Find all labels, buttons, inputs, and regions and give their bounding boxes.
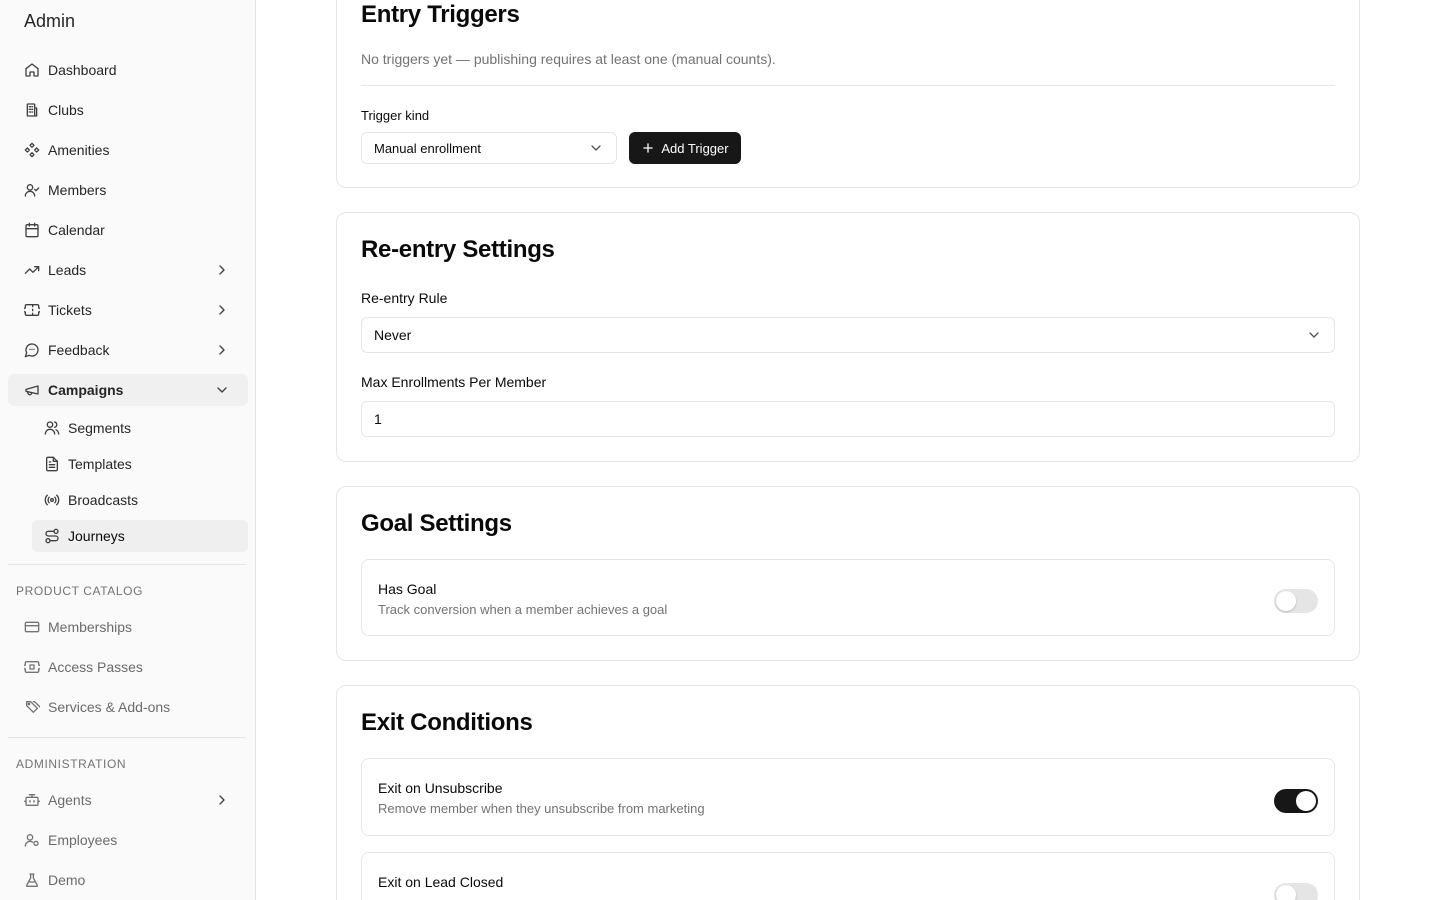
sidebar-item-label: Dashboard xyxy=(48,62,117,78)
calendar-icon xyxy=(24,222,40,238)
sidebar-item-calendar[interactable] xyxy=(8,214,248,246)
max-enrollments-label: Max Enrollments Per Member xyxy=(361,374,547,390)
bot-icon xyxy=(24,792,40,808)
sidebar-subitem-journeys[interactable] xyxy=(32,520,248,552)
file-text-icon xyxy=(44,456,60,472)
sidebar-item-label: Access Passes xyxy=(48,659,143,675)
sidebar-item-label: Memberships xyxy=(48,619,133,635)
sidebar-item-label: Calendar xyxy=(48,222,105,238)
card-title-goal: Goal Settings xyxy=(361,510,512,537)
sidebar-item-access-passes[interactable] xyxy=(8,651,248,683)
chevron-right-icon xyxy=(214,342,230,358)
flask-icon xyxy=(24,872,40,888)
max-enrollments-value: 1 xyxy=(374,411,382,427)
sidebar-subitem-label: Templates xyxy=(68,456,132,472)
add-trigger-label: Add Trigger xyxy=(661,140,729,156)
sidebar-subitem-label: Journeys xyxy=(68,528,125,544)
sidebar-item-label: Tickets xyxy=(48,302,92,318)
message-circle-icon xyxy=(24,342,40,358)
tags-icon xyxy=(24,699,40,715)
sidebar-item-label: Campaigns xyxy=(48,382,124,398)
sidebar-brand: Admin xyxy=(24,11,76,31)
credit-card-icon xyxy=(24,619,40,635)
goal-settings-card xyxy=(336,486,1360,661)
section-label-product-catalog: PRODUCT CATALOG xyxy=(16,584,144,598)
chevron-right-icon xyxy=(214,262,230,278)
sidebar-item-clubs[interactable] xyxy=(8,94,248,126)
sidebar-item-label: Feedback xyxy=(48,342,110,358)
sidebar-item-feedback[interactable] xyxy=(8,334,248,366)
sidebar-item-services[interactable] xyxy=(8,691,248,723)
trigger-kind-select[interactable] xyxy=(361,132,617,164)
sidebar-item-label: Agents xyxy=(48,792,92,808)
megaphone-icon xyxy=(24,382,40,398)
exit-lead-closed-row xyxy=(361,852,1335,900)
has-goal-title: Has Goal xyxy=(378,581,437,597)
sidebar-item-campaigns[interactable] xyxy=(8,374,248,406)
trigger-kind-label: Trigger kind xyxy=(361,108,430,123)
reentry-rule-value: Never xyxy=(374,327,412,343)
reentry-rule-label: Re-entry Rule xyxy=(361,290,448,306)
sidebar-item-dashboard[interactable] xyxy=(8,54,248,86)
user-cog-icon xyxy=(24,832,40,848)
sidebar-item-memberships[interactable] xyxy=(8,611,248,643)
home-icon xyxy=(24,62,40,78)
entry-triggers-helper: No triggers yet — publishing requires at least one (manual counts). xyxy=(361,51,776,67)
sidebar-item-agents[interactable] xyxy=(8,784,248,816)
chevron-down-icon xyxy=(588,140,604,156)
amenities-icon xyxy=(24,142,40,158)
exit-unsubscribe-description: Remove member when they unsubscribe from marketing xyxy=(378,801,705,816)
toggle-knob xyxy=(1276,591,1296,611)
toggle-knob xyxy=(1296,791,1316,811)
sidebar-item-amenities[interactable] xyxy=(8,134,248,166)
exit-unsubscribe-title: Exit on Unsubscribe xyxy=(378,780,503,796)
has-goal-description: Track conversion when a member achieves a goal xyxy=(378,602,668,617)
sidebar-item-label: Leads xyxy=(48,262,87,278)
exit-conditions-card xyxy=(336,685,1360,900)
exit-unsubscribe-row xyxy=(361,758,1335,836)
sidebar-item-members[interactable] xyxy=(8,174,248,206)
sidebar-subitem-broadcasts[interactable] xyxy=(32,484,248,516)
card-title-reentry: Re-entry Settings xyxy=(361,236,555,263)
chevron-down-icon xyxy=(214,382,230,398)
building-icon xyxy=(24,102,40,118)
radio-icon xyxy=(44,492,60,508)
exit-lead-closed-title: Exit on Lead Closed xyxy=(378,874,504,890)
users-icon xyxy=(44,420,60,436)
reentry-settings-card xyxy=(336,212,1360,462)
sidebar-item-leads[interactable] xyxy=(8,254,248,286)
sidebar-divider xyxy=(8,564,246,565)
chevron-right-icon xyxy=(214,302,230,318)
sidebar-item-tickets[interactable] xyxy=(8,294,248,326)
sidebar-divider xyxy=(8,737,246,738)
sidebar-item-employees[interactable] xyxy=(8,824,248,856)
add-trigger-button[interactable] xyxy=(629,132,741,164)
has-goal-row xyxy=(361,559,1335,636)
route-icon xyxy=(44,528,60,544)
ticket-icon xyxy=(24,659,40,675)
sidebar-subitem-label: Segments xyxy=(68,420,132,436)
sidebar-item-label: Services & Add-ons xyxy=(48,699,171,715)
sidebar xyxy=(0,0,256,900)
trigger-kind-value: Manual enrollment xyxy=(374,140,481,156)
reentry-rule-select[interactable] xyxy=(361,317,1335,353)
sidebar-item-label: Employees xyxy=(48,832,118,848)
user-check-icon xyxy=(24,182,40,198)
has-goal-toggle[interactable] xyxy=(1274,589,1318,613)
sidebar-subitem-templates[interactable] xyxy=(32,448,248,480)
exit-lead-closed-toggle[interactable] xyxy=(1274,883,1318,900)
sidebar-subitem-segments[interactable] xyxy=(32,412,248,444)
sidebar-item-label: Amenities xyxy=(48,142,110,158)
ticket-icon xyxy=(24,302,40,318)
card-title-entry-triggers: Entry Triggers xyxy=(361,1,520,28)
sidebar-item-label: Demo xyxy=(48,872,86,888)
card-title-exit: Exit Conditions xyxy=(361,709,533,736)
trending-up-icon xyxy=(24,262,40,278)
sidebar-item-label: Clubs xyxy=(48,102,84,118)
exit-unsubscribe-toggle[interactable] xyxy=(1274,789,1318,813)
chevron-down-icon xyxy=(1306,327,1322,343)
sidebar-item-label: Members xyxy=(48,182,107,198)
sidebar-subitem-label: Broadcasts xyxy=(68,492,139,508)
max-enrollments-input[interactable] xyxy=(361,401,1335,437)
entry-triggers-card xyxy=(336,0,1360,188)
toggle-knob xyxy=(1276,885,1296,900)
entry-triggers-divider xyxy=(361,85,1335,86)
plus-icon xyxy=(641,141,655,155)
sidebar-item-demo[interactable] xyxy=(8,864,248,896)
section-label-administration: ADMINISTRATION xyxy=(16,757,127,771)
chevron-right-icon xyxy=(214,792,230,808)
